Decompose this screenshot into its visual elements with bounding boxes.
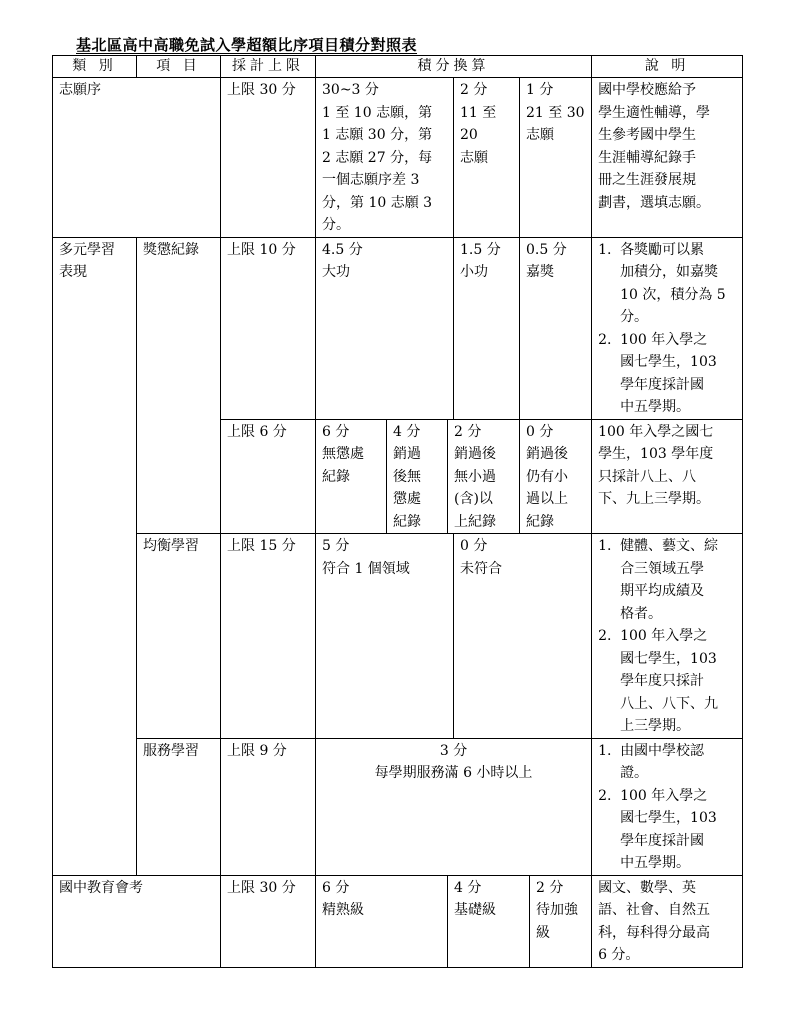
list-number: 1. — [598, 538, 612, 554]
exam-note: 國文、數學、英 語、社會、自然五 科，每科得分最高 6 分。 — [592, 875, 743, 967]
reward-note — [592, 237, 743, 419]
multi-category: 多元學習 表現 — [53, 237, 137, 875]
reward-item: 獎懲紀錄 — [137, 237, 221, 534]
service-limit: 上限 9 分 — [221, 738, 316, 875]
service-item: 服務學習 — [137, 738, 221, 875]
penalty-score-3: 2 分 銷過後 無小過 (含)以 上紀錄 — [448, 419, 520, 534]
wish-note: 國中學校應給予 學生適性輔導，學 生參考國中學生 生涯輔導紀錄手 冊之生涯發展規 劃書，選填志願。 — [592, 78, 743, 238]
wish-category: 志願序 — [53, 78, 221, 238]
list-number: 1. — [598, 241, 612, 258]
balance-score-2: 0 分 未符合 — [454, 534, 592, 739]
penalty-score-1: 6 分 無懲處 紀錄 — [316, 419, 387, 534]
penalty-limit: 上限 6 分 — [221, 419, 316, 534]
balance-item: 均衡學習 — [137, 534, 221, 739]
balance-note — [592, 534, 743, 739]
exam-score-3: 2 分 待加強級 — [530, 875, 592, 967]
balance-limit: 上限 15 分 — [221, 534, 316, 739]
row-service — [53, 738, 743, 875]
wish-score-2: 2 分 11 至 20 志願 — [454, 78, 520, 238]
list-number: 2. — [598, 331, 612, 348]
list-text: 由國中學校認 證。 — [620, 742, 705, 781]
list-text: 各獎勵可以累 加積分，如嘉獎 10 次，積分為 5 分。 — [620, 241, 726, 325]
penalty-score-4: 0 分 銷過後 仍有小 過以上 紀錄 — [520, 419, 592, 534]
row-exam — [53, 875, 743, 967]
balance-score-1: 5 分 符合 1 個領域 — [316, 534, 454, 739]
service-score: 3 分 每學期服務滿 6 小時以上 — [316, 738, 592, 875]
penalty-note: 100 年入學之國七 學生，103 學年度 只採計八上、八 下、九上三學期。 — [592, 419, 743, 534]
reward-score-3: 0.5 分 嘉獎 — [520, 237, 592, 419]
document-title: 基北區高中高職免試入學超額比序項目積分對照表 — [76, 36, 418, 54]
exam-category: 國中教育會考 — [53, 875, 221, 967]
list-text: 健體、藝文、綜 合三領域五學 期平均成績及 格者。 — [620, 538, 719, 622]
header-row — [53, 56, 743, 78]
penalty-score-2: 4 分 銷過 後無 懲處 紀錄 — [387, 419, 448, 534]
score-table — [52, 55, 743, 968]
list-item — [598, 535, 736, 625]
row-wish-order — [53, 78, 743, 238]
reward-score-1: 4.5 分 大功 — [316, 237, 454, 419]
list-item — [598, 625, 736, 738]
list-number: 2. — [598, 628, 612, 644]
wish-score-1: 30~3 分 1 至 10 志願，第 1 志願 30 分，第 2 志願 27 分，每 一個志願序差 3 分，第 10 志願 3 分。 — [316, 78, 454, 238]
wish-limit: 上限 30 分 — [221, 78, 316, 238]
list-text: 100 年入學之 國七學生，103 學年度採計國 中五學期。 — [620, 331, 717, 415]
list-text: 100 年入學之 國七學生，103 學年度採計國 中五學期。 — [620, 787, 717, 871]
list-number: 2. — [598, 787, 612, 804]
exam-score-2: 4 分 基礎級 — [448, 875, 530, 967]
list-number: 1. — [598, 742, 612, 759]
row-reward — [53, 237, 743, 419]
exam-limit: 上限 30 分 — [221, 875, 316, 967]
header-category: 類 別 — [53, 56, 137, 78]
header-item: 項 目 — [137, 56, 221, 78]
header-limit: 採計上限 — [221, 56, 316, 78]
list-item — [598, 329, 736, 419]
header-score: 積分換算 — [316, 56, 592, 78]
reward-score-2: 1.5 分 小功 — [454, 237, 520, 419]
reward-limit: 上限 10 分 — [221, 237, 316, 419]
list-item — [598, 740, 736, 785]
wish-score-3: 1 分 21 至 30 志願 — [520, 78, 592, 238]
exam-score-1: 6 分 精熟級 — [316, 875, 448, 967]
header-note: 說 明 — [592, 56, 743, 78]
list-item — [598, 785, 736, 875]
row-balance — [53, 534, 743, 739]
service-note — [592, 738, 743, 875]
list-text: 100 年入學之 國七學生，103 學年度只採計 八上、八下、九 上三學期。 — [620, 628, 719, 734]
list-item — [598, 239, 736, 329]
